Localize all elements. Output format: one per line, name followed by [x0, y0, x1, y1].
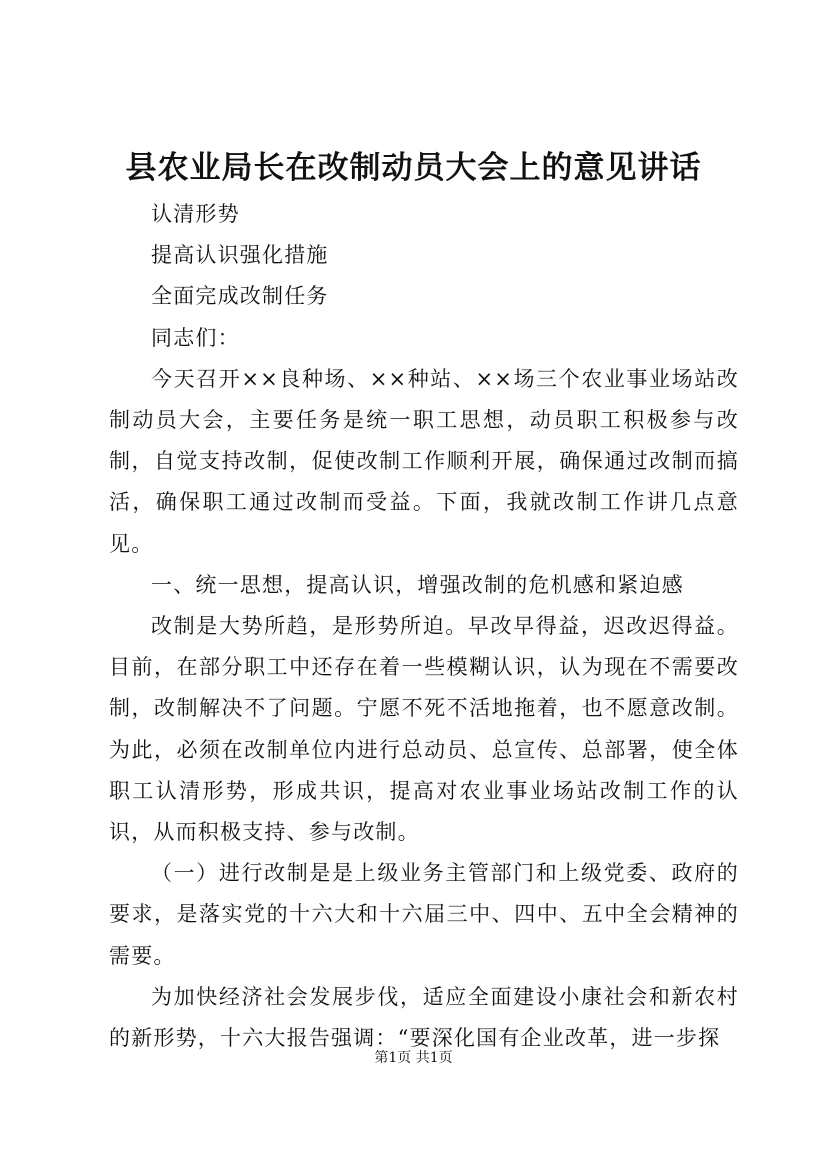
paragraph-6: 一、统一思想，提高认识，增强改制的危机感和紧迫感 [151, 572, 684, 597]
paragraph-7: 改制是大势所趋，是形势所迫。早改早得益，迟改迟得益。目前，在部分职工中还存在着一些模糊认识，认为现在不需要改制，改制解决不了问题。宁愿不死不活地拖着，也不愿意改制。为此，必须在改制单位内进行总动员、总宣传、总部署，使全体职工认清形势，形成共识，提高对农业事业场站改制工作的认识，从而积极支持、参与改制。 [109, 614, 739, 845]
paragraph-3: 全面完成改制任务 [151, 284, 329, 309]
paragraph-8: （一）进行改制是是上级业务主管部门和上级党委、政府的要求，是落实党的十六大和十六届三中、四中、五中全会精神的需要。 [109, 861, 739, 968]
paragraph-4: 同志们： [151, 325, 240, 350]
page-footer: 第1页 共1页 [374, 1050, 453, 1066]
paragraph-1: 认清形势 [151, 202, 240, 226]
document-title: 县农业局长在改制动员大会上的意见讲话 [125, 150, 702, 186]
document-body [109, 194, 739, 1059]
paragraph-5: 今天召开××良种场、××种站、××场三个农业事业场站改制动员大会，主要任务是统一职工思想，动员职工积极参与改制，自觉支持改制，促使改制工作顺利开展，确保通过改制而搞活，确保职工通过改制而受益。下面，我就改制工作讲几点意见。 [109, 366, 739, 556]
paragraph-9: 为加快经济社会发展步伐，适应全面建设小康社会和新农村的新形势，十六大报告强调：“要深化国有企业改革，进一步探 [109, 984, 739, 1051]
paragraph-2: 提高认识强化措施 [151, 243, 329, 268]
